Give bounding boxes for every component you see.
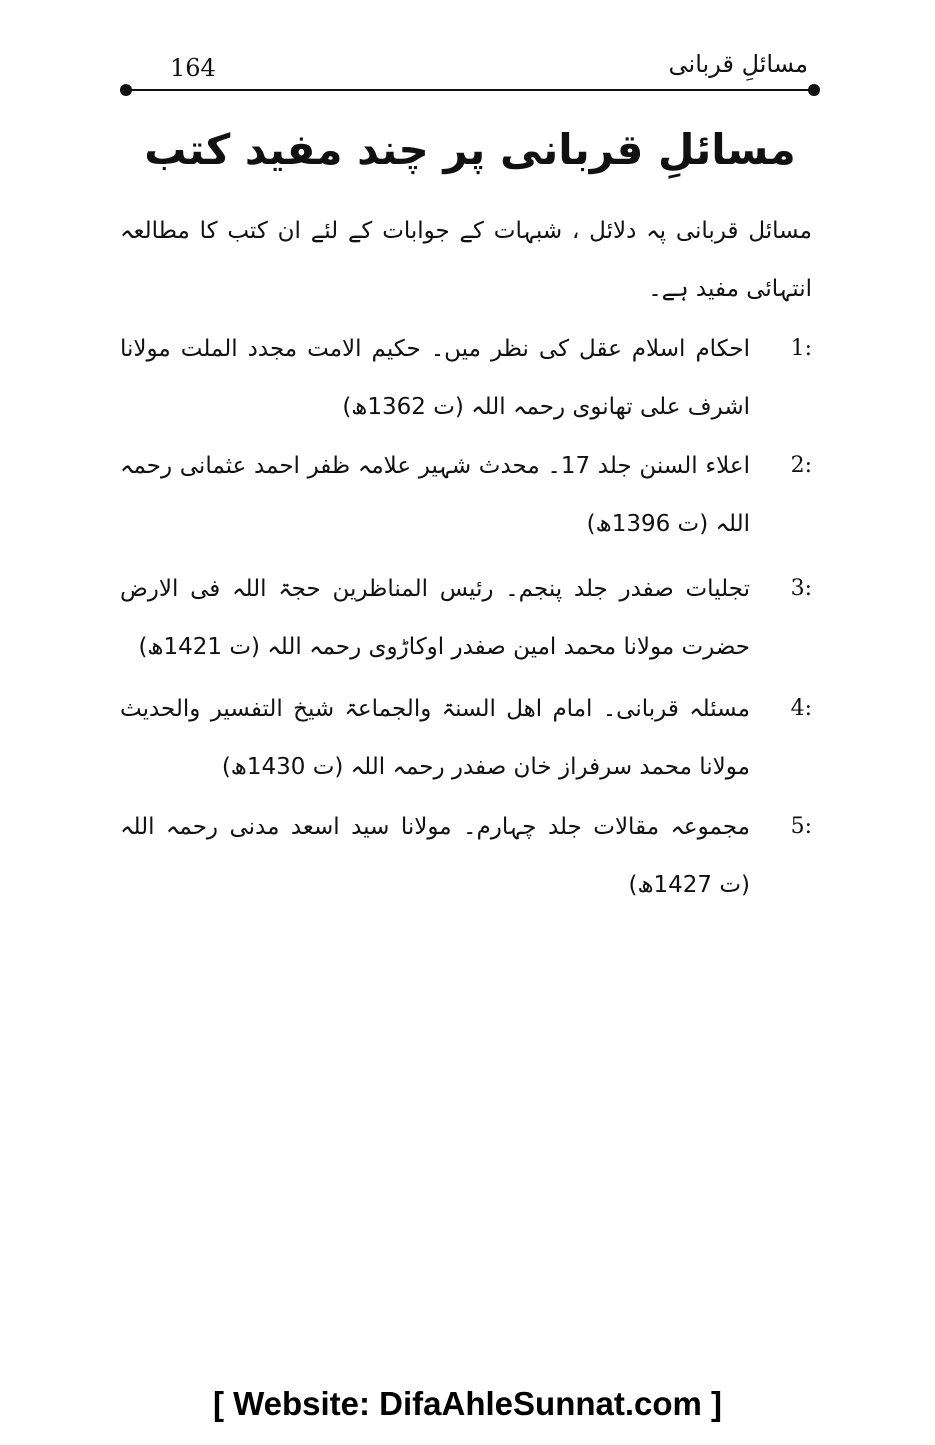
book-list-item bbox=[120, 437, 812, 553]
running-title: مسائلِ قربانی bbox=[668, 50, 808, 78]
intro-paragraph: مسائل قربانی پہ دلائل ، شبہات کے جوابات کے لئے ان کتب کا مطالعہ انتہائی مفید ہے۔ bbox=[120, 218, 812, 302]
item-text: مجموعہ مقالات جلد چہارم۔ مولانا سید اسعد مدنی رحمہ اللہ (ت 1427ھ) bbox=[120, 814, 750, 898]
item-text: اعلاء السنن جلد 17۔ محدث شہیر علامہ ظفر احمد عثمانی رحمہ اللہ (ت 1396ھ) bbox=[120, 453, 750, 537]
item-text: تجلیات صفدر جلد پنجم۔ رئیس المناظرین حجۃ اللہ فی الارض حضرت مولانا محمد امین صفدر اوکاڑوی رحمہ اللہ (ت 1421ھ) bbox=[120, 576, 750, 660]
rule-end-dot-right bbox=[808, 84, 820, 96]
chapter-title: مسائلِ قربانی پر چند مفید کتب bbox=[144, 125, 796, 174]
item-number: 5: bbox=[790, 814, 812, 839]
item-number: 3: bbox=[790, 576, 812, 601]
header-rule bbox=[126, 89, 814, 91]
item-number: 2: bbox=[790, 453, 812, 478]
item-text: احکام اسلام عقل کی نظر میں۔ حکیم الامت مجدد الملت مولانا اشرف علی تھانوی رحمہ اللہ (ت 1362ھ) bbox=[120, 336, 750, 420]
item-text: مسئلہ قربانی۔ امام اھل السنۃ والجماعۃ شیخ التفسیر والحدیث مولانا محمد سرفراز خان صفدر رحمہ اللہ (ت 1430ھ) bbox=[120, 696, 750, 780]
item-number: 1: bbox=[790, 336, 812, 361]
rule-end-dot-left bbox=[120, 84, 132, 96]
page-number: 164 bbox=[170, 54, 216, 82]
book-list-item bbox=[120, 680, 812, 796]
book-list-item bbox=[120, 320, 812, 436]
page-header bbox=[120, 48, 820, 98]
book-list-item bbox=[120, 798, 812, 914]
book-list-item bbox=[120, 560, 812, 676]
website-footer: [ Website: DifaAhleSunnat.com ] bbox=[212, 1385, 723, 1422]
item-number: 4: bbox=[790, 696, 812, 721]
